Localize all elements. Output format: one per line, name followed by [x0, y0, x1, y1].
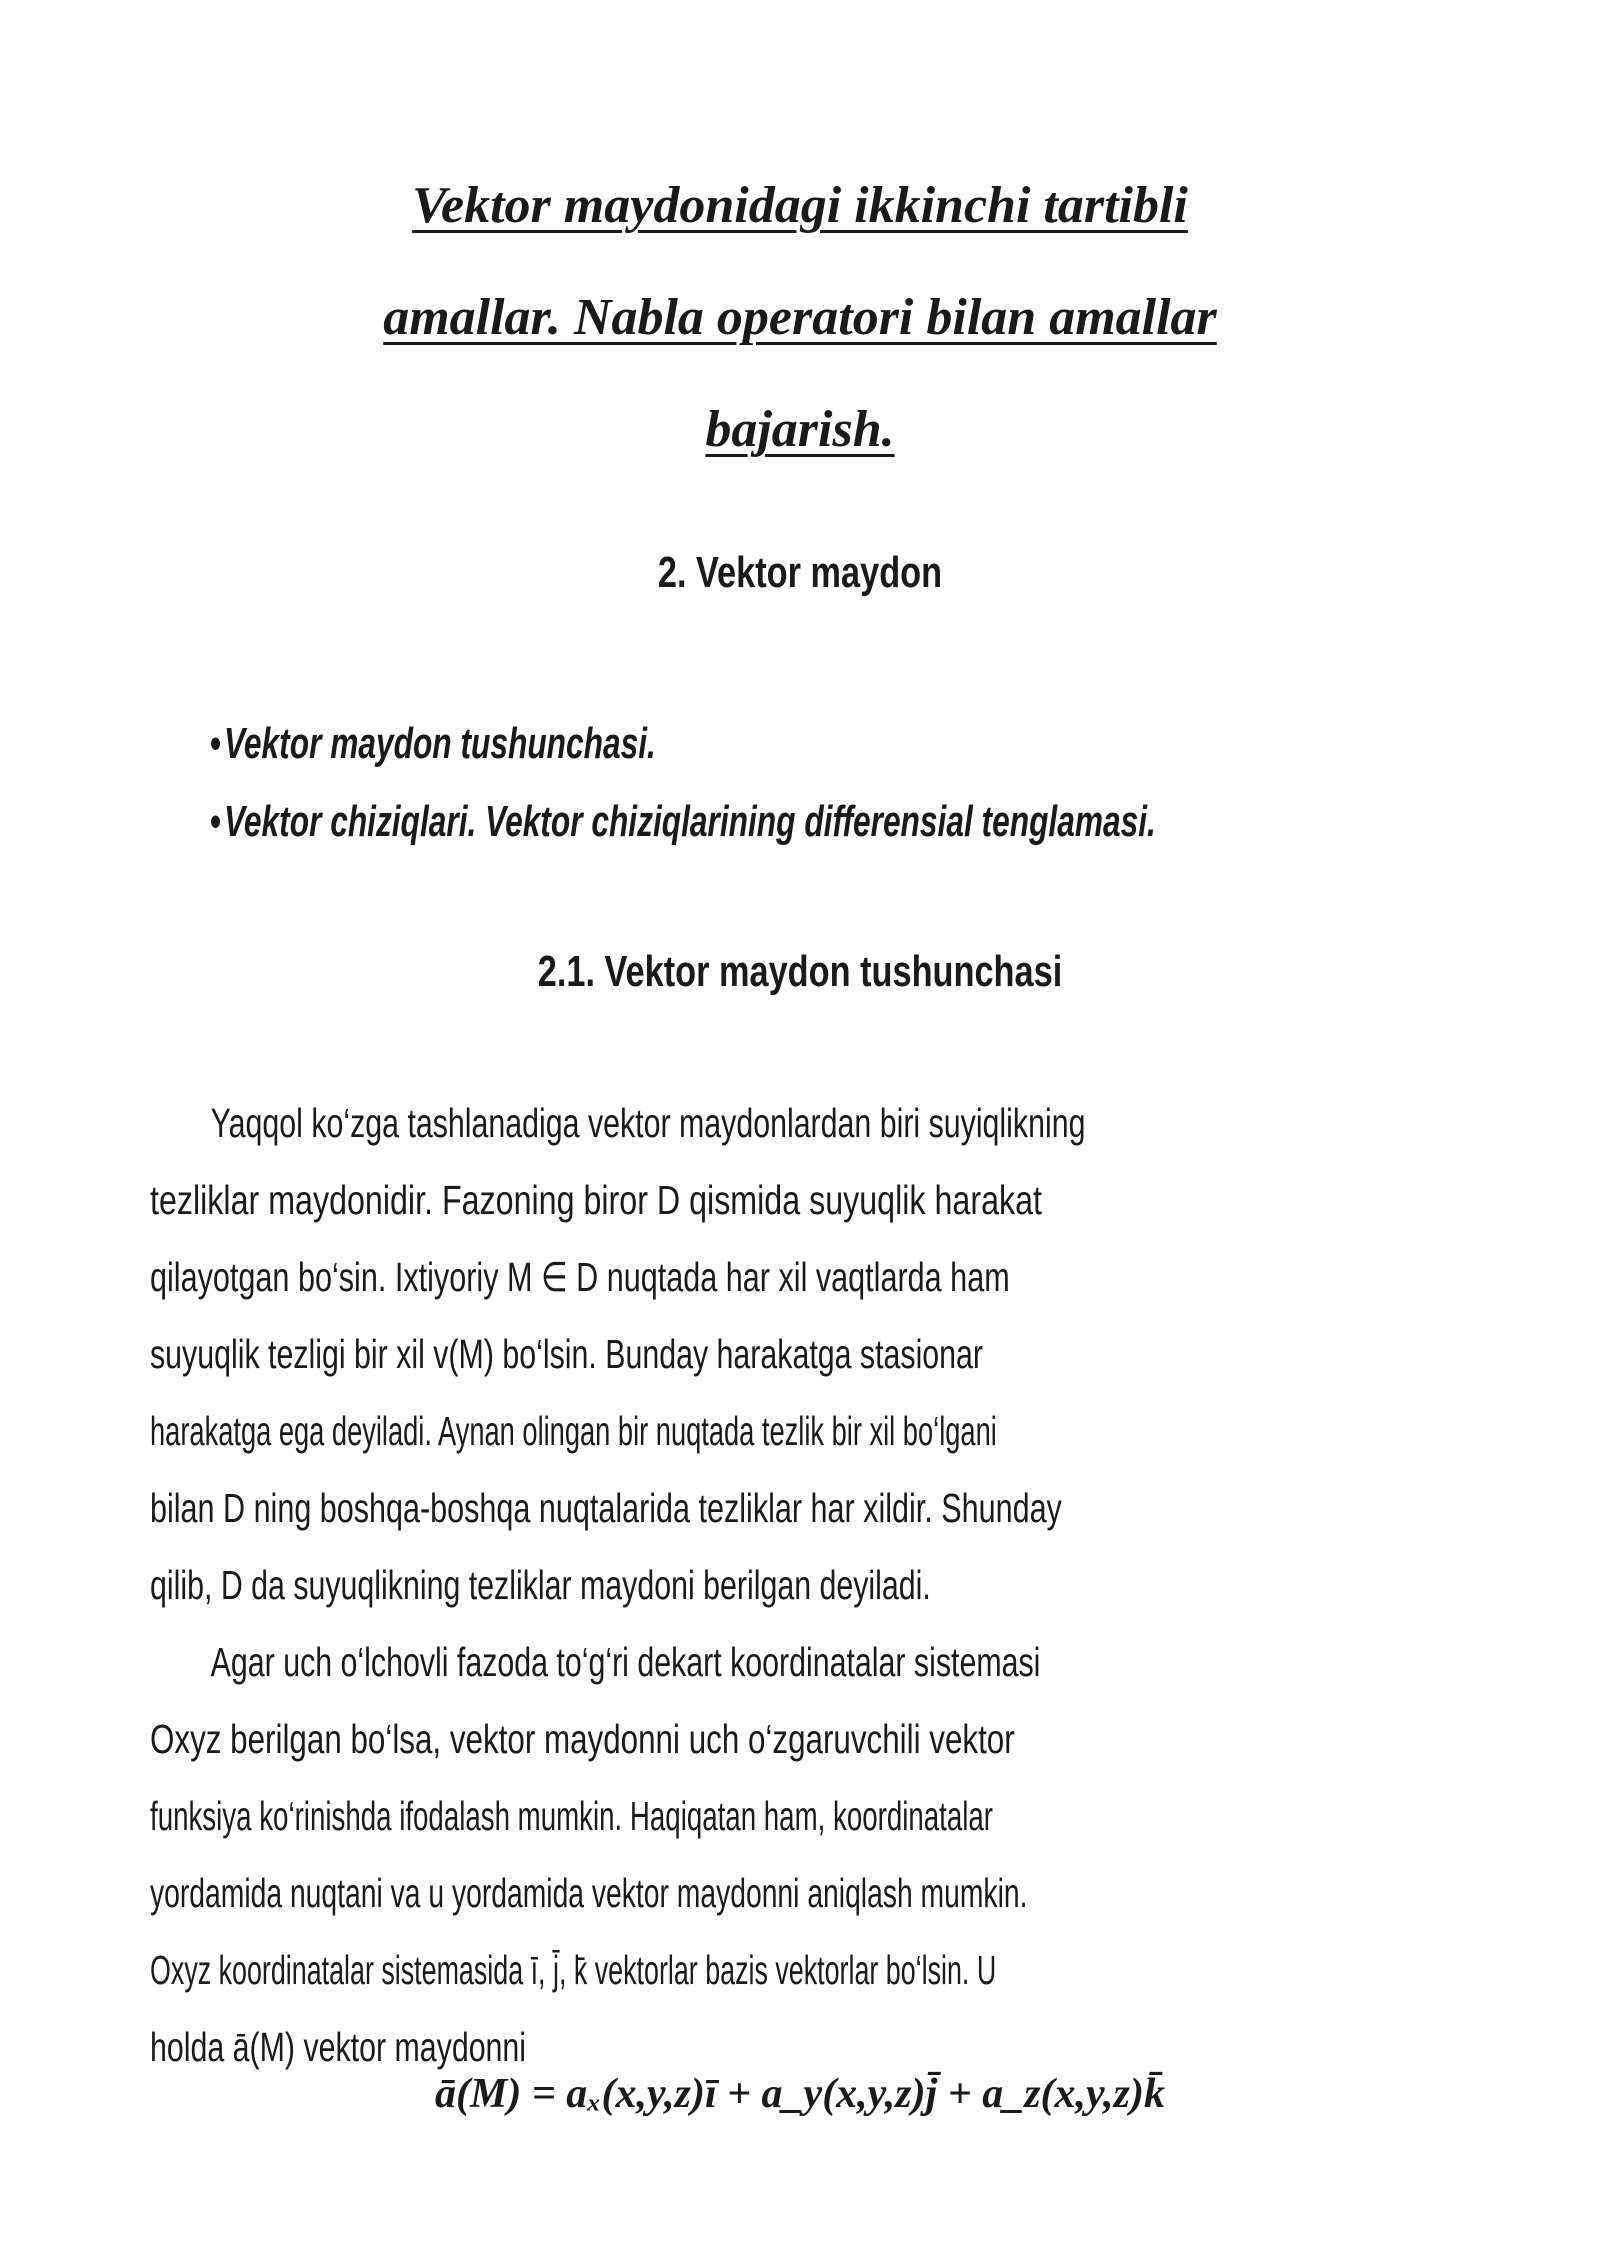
paragraph-line: Yaqqol ko‘zga tashlanadiga vektor maydonlardan biri suyiqlikning — [210, 1100, 1086, 1146]
vector-field-formula: ā(M) = aₓ(x,y,z)ī + a_y(x,y,z)j̄ + a_z(x,y,z)k̄ — [435, 2071, 1165, 2117]
topic-list — [210, 705, 1524, 861]
paragraph-line: qilib, D da suyuqlikning tezliklar maydoni berilgan deyiladi. — [150, 1562, 931, 1608]
paragraph-line: harakatga ega deyiladi. Aynan olingan bir nuqtada tezlik bir xil bo‘lgani — [150, 1408, 997, 1454]
subsection-heading: 2.1. Vektor maydon tushunchasi — [537, 947, 1063, 996]
title-line-1: Vektor maydonidagi ikkinchi tartibli — [412, 177, 1188, 234]
paragraph-line: bilan D ning boshqa-boshqa nuqtalarida tezliklar har xildir. Shunday — [150, 1485, 1062, 1531]
paragraph-line: Oxyz berilgan bo‘lsa, vektor maydonni uch o‘zgaruvchili vektor — [150, 1716, 1015, 1762]
paragraph-line: funksiya ko‘rinishda ifodalash mumkin. Haqiqatan ham, koordinatalar — [150, 1793, 994, 1839]
bullet-icon: • — [210, 797, 222, 846]
bullet-icon: • — [210, 719, 222, 768]
paragraph-line: Agar uch o‘lchovli fazoda to‘g‘ri dekart koordinatalar sistemasi — [210, 1639, 1041, 1685]
paragraph-line: tezliklar maydonidir. Fazoning biror D qismida suyuqlik harakat — [150, 1177, 1042, 1223]
paragraph-line: suyuqlik tezligi bir xil v(M) bo‘lsin. Bunday harakatga stasionar — [150, 1331, 984, 1377]
paragraph-line: holda ā(M) vektor maydonni — [150, 2024, 527, 2070]
section-heading: 2. Vektor maydon — [657, 548, 943, 597]
paragraph-line: yordamida nuqtani va u yordamida vektor maydonni aniqlash mumkin. — [150, 1870, 1028, 1916]
paragraph-line: qilayotgan bo‘sin. Ixtiyoriy M ∈ D nuqtada har xil vaqtlarda ham — [150, 1254, 1010, 1300]
document-title — [0, 150, 1600, 486]
title-line-2: amallar. Nabla operatori bilan amallar — [383, 289, 1217, 346]
topic-item: •Vektor maydon tushunchasi. — [210, 719, 656, 768]
body-paragraphs — [150, 1085, 1515, 2086]
paragraph-line: Oxyz koordinatalar sistemasida ī, j̄, k̄ vektorlar bazis vektorlar bo‘lsin. U — [150, 1947, 997, 1993]
title-line-3: bajarish. — [705, 401, 895, 458]
topic-item: •Vektor chiziqlari. Vektor chiziqlarining differensial tenglamasi. — [210, 797, 1156, 846]
